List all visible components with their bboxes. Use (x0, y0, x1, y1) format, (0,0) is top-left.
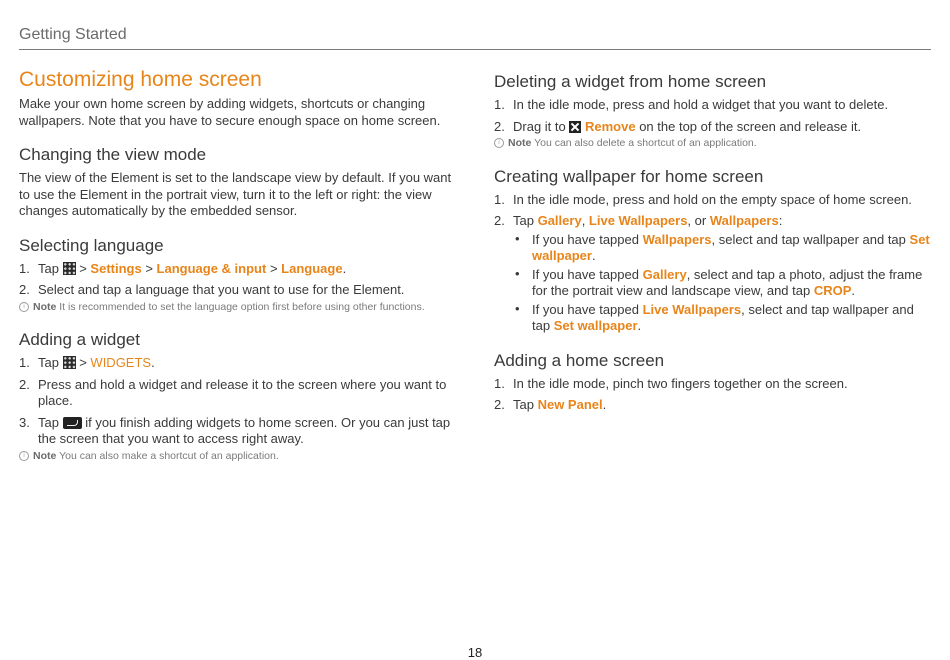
step-text: Drag it to (513, 118, 566, 134)
note-label: Note (33, 449, 57, 462)
wallpaper-bullets (513, 232, 934, 335)
bullet: • (515, 265, 520, 281)
step-number: 2. (494, 118, 505, 134)
language-section (19, 236, 459, 315)
or-text: , or (687, 213, 707, 228)
bullet: • (515, 230, 520, 246)
step-number: 1. (19, 260, 30, 276)
language-heading: Selecting language (19, 235, 164, 255)
bullet: • (515, 300, 520, 316)
deleting-heading: Deleting a widget from home screen (494, 72, 767, 91)
live-wallpapers-label: Live Wallpapers (642, 301, 742, 317)
list-item: 2. Tap New Panel. (494, 397, 607, 412)
gallery-label: Gallery (537, 213, 582, 228)
step-text: Select and tap a language that you want to use for the Element. (38, 282, 405, 297)
bullet-text-mid: , select and tap wallpaper and tap (711, 231, 906, 247)
bullet-text: If you have tapped (532, 266, 639, 282)
list-item (494, 119, 934, 136)
step-number: 1. (494, 97, 505, 112)
info-icon: i (19, 451, 29, 461)
step-number: 2. (19, 282, 30, 297)
step-text-rest: on the top of the screen and release it. (639, 118, 862, 134)
step-number: 2. (494, 397, 505, 412)
step-text: Press and hold a widget and release it to the screen where you want to place. (38, 376, 447, 408)
header-rule (19, 49, 931, 50)
step-text: Tap (38, 260, 59, 276)
widget-section (19, 330, 459, 463)
remove-icon (569, 121, 581, 133)
list-item: • If you have tapped Gallery, select and tap a photo, adjust the frame for the portrait view and landscape view, and tap CROP. (515, 265, 923, 298)
note-text: You can also make a shortcut of an application. (59, 449, 279, 462)
bullet-text-mid: , select and tap wallpaper and tap (532, 301, 914, 333)
step-text: Tap (38, 355, 59, 370)
step-text: In the idle mode, pinch two fingers together on the screen. (513, 375, 848, 391)
language-steps (19, 261, 459, 299)
list-item (494, 192, 934, 209)
step-text-rest: if you finish adding widgets to home screen. Or you can just tap the screen that you want to access right away. (38, 414, 451, 446)
remove-label: Remove (585, 118, 636, 134)
wallpaper-section (494, 167, 934, 335)
deleting-section (494, 72, 934, 151)
view-mode-heading: Changing the view mode (19, 145, 207, 164)
widget-note (19, 450, 459, 464)
step-number: 2. (494, 213, 505, 228)
settings-label: Settings (90, 260, 142, 276)
left-column (19, 68, 459, 463)
step-text: Tap (513, 397, 534, 412)
gallery-label: Gallery (642, 266, 687, 282)
running-head: Getting Started (19, 26, 127, 43)
wallpaper-steps (494, 192, 934, 335)
info-icon: i (19, 302, 29, 312)
widgets-label: WIDGETS (90, 355, 152, 370)
list-item: 2. Tap Gallery, Live Wallpapers, or Wallpapers: • If you have tapped Wallpapers, select and tap wallpaper and tap Set wallpaper. • If you have tapped Gallery, select and tap a photo, adjust the frame for the portrait view and landscape view, and tap CROP. • If you have tapped Live Wallpapers, select and tap wallpaper and tap Set wallpaper. (494, 213, 934, 335)
home-screen-heading: Adding a home screen (494, 350, 665, 370)
bullet-text-mid: , select and tap a photo, adjust the frame for the portrait view and landscape view, and tap (532, 266, 923, 298)
step-number: 1. (494, 191, 505, 207)
bullet-text: If you have tapped (532, 231, 639, 247)
language-label: Language (281, 260, 343, 276)
back-icon (63, 417, 82, 429)
list-item: 1. Tap > WIDGETS. (19, 355, 155, 370)
step-text: In the idle mode, press and hold a widget that you want to delete. (513, 97, 889, 112)
home-screen-section (494, 351, 934, 414)
set-wallpaper-label: Set wallpaper (532, 231, 930, 263)
list-item (494, 97, 934, 114)
note-label: Note (33, 300, 57, 313)
live-wallpapers-label: Live Wallpapers (588, 213, 688, 228)
step-number: 1. (494, 375, 505, 391)
note-label: Note (508, 137, 532, 149)
deleting-steps (494, 97, 934, 135)
page-title: Customizing home screen (19, 68, 262, 91)
new-panel-label: New Panel (537, 397, 603, 412)
view-mode-body: The view of the Element is set to the landscape view by default. If you want to use the Element in the portrait view, turn it to the left or right: the view changes automatically by the embedded sensor. (19, 170, 452, 218)
page-number: 18 (467, 645, 483, 660)
right-column (494, 68, 934, 419)
set-wallpaper-label: Set wallpaper (553, 318, 638, 333)
step-text: Tap (38, 414, 59, 430)
note-text: You can also delete a shortcut of an application. (534, 137, 757, 149)
step-number: 2. (19, 376, 30, 392)
view-mode-section (19, 145, 459, 220)
step-number: 3. (19, 414, 30, 430)
intro-paragraph: Make your own home screen by adding widgets, shortcuts or changing wallpapers. Note that you have to secure enough space on home screen. (19, 96, 441, 128)
list-item (19, 415, 459, 448)
list-item: • If you have tapped Live Wallpapers, select and tap wallpaper and tap Set wallpaper. (515, 300, 914, 333)
info-icon: i (494, 138, 504, 148)
widget-heading: Adding a widget (19, 330, 140, 349)
bullet-text: If you have tapped (532, 301, 639, 317)
list-item (494, 376, 934, 393)
language-input-label: Language & input (156, 260, 267, 276)
wallpaper-heading: Creating wallpaper for home screen (494, 166, 764, 186)
apps-grid-icon (63, 262, 76, 275)
apps-grid-icon (63, 356, 76, 369)
list-item: • If you have tapped Wallpapers, select and tap wallpaper and tap Set wallpaper. (515, 230, 930, 263)
step-text: Tap (513, 213, 534, 228)
deleting-note (494, 137, 934, 151)
list-item: 1. Tap > Settings > Language & input > Language. (19, 260, 347, 276)
list-item (19, 282, 459, 299)
wallpapers-label: Wallpapers (709, 213, 779, 228)
list-item (19, 377, 459, 410)
home-screen-steps (494, 376, 934, 414)
crop-label: CROP (813, 283, 852, 298)
wallpapers-label: Wallpapers (642, 231, 712, 247)
note-text: It is recommended to set the language option first before using other functions. (59, 300, 425, 313)
step-number: 1. (19, 355, 30, 370)
step-text: In the idle mode, press and hold on the empty space of home screen. (513, 191, 912, 207)
language-note (19, 301, 459, 315)
widget-steps (19, 355, 459, 448)
